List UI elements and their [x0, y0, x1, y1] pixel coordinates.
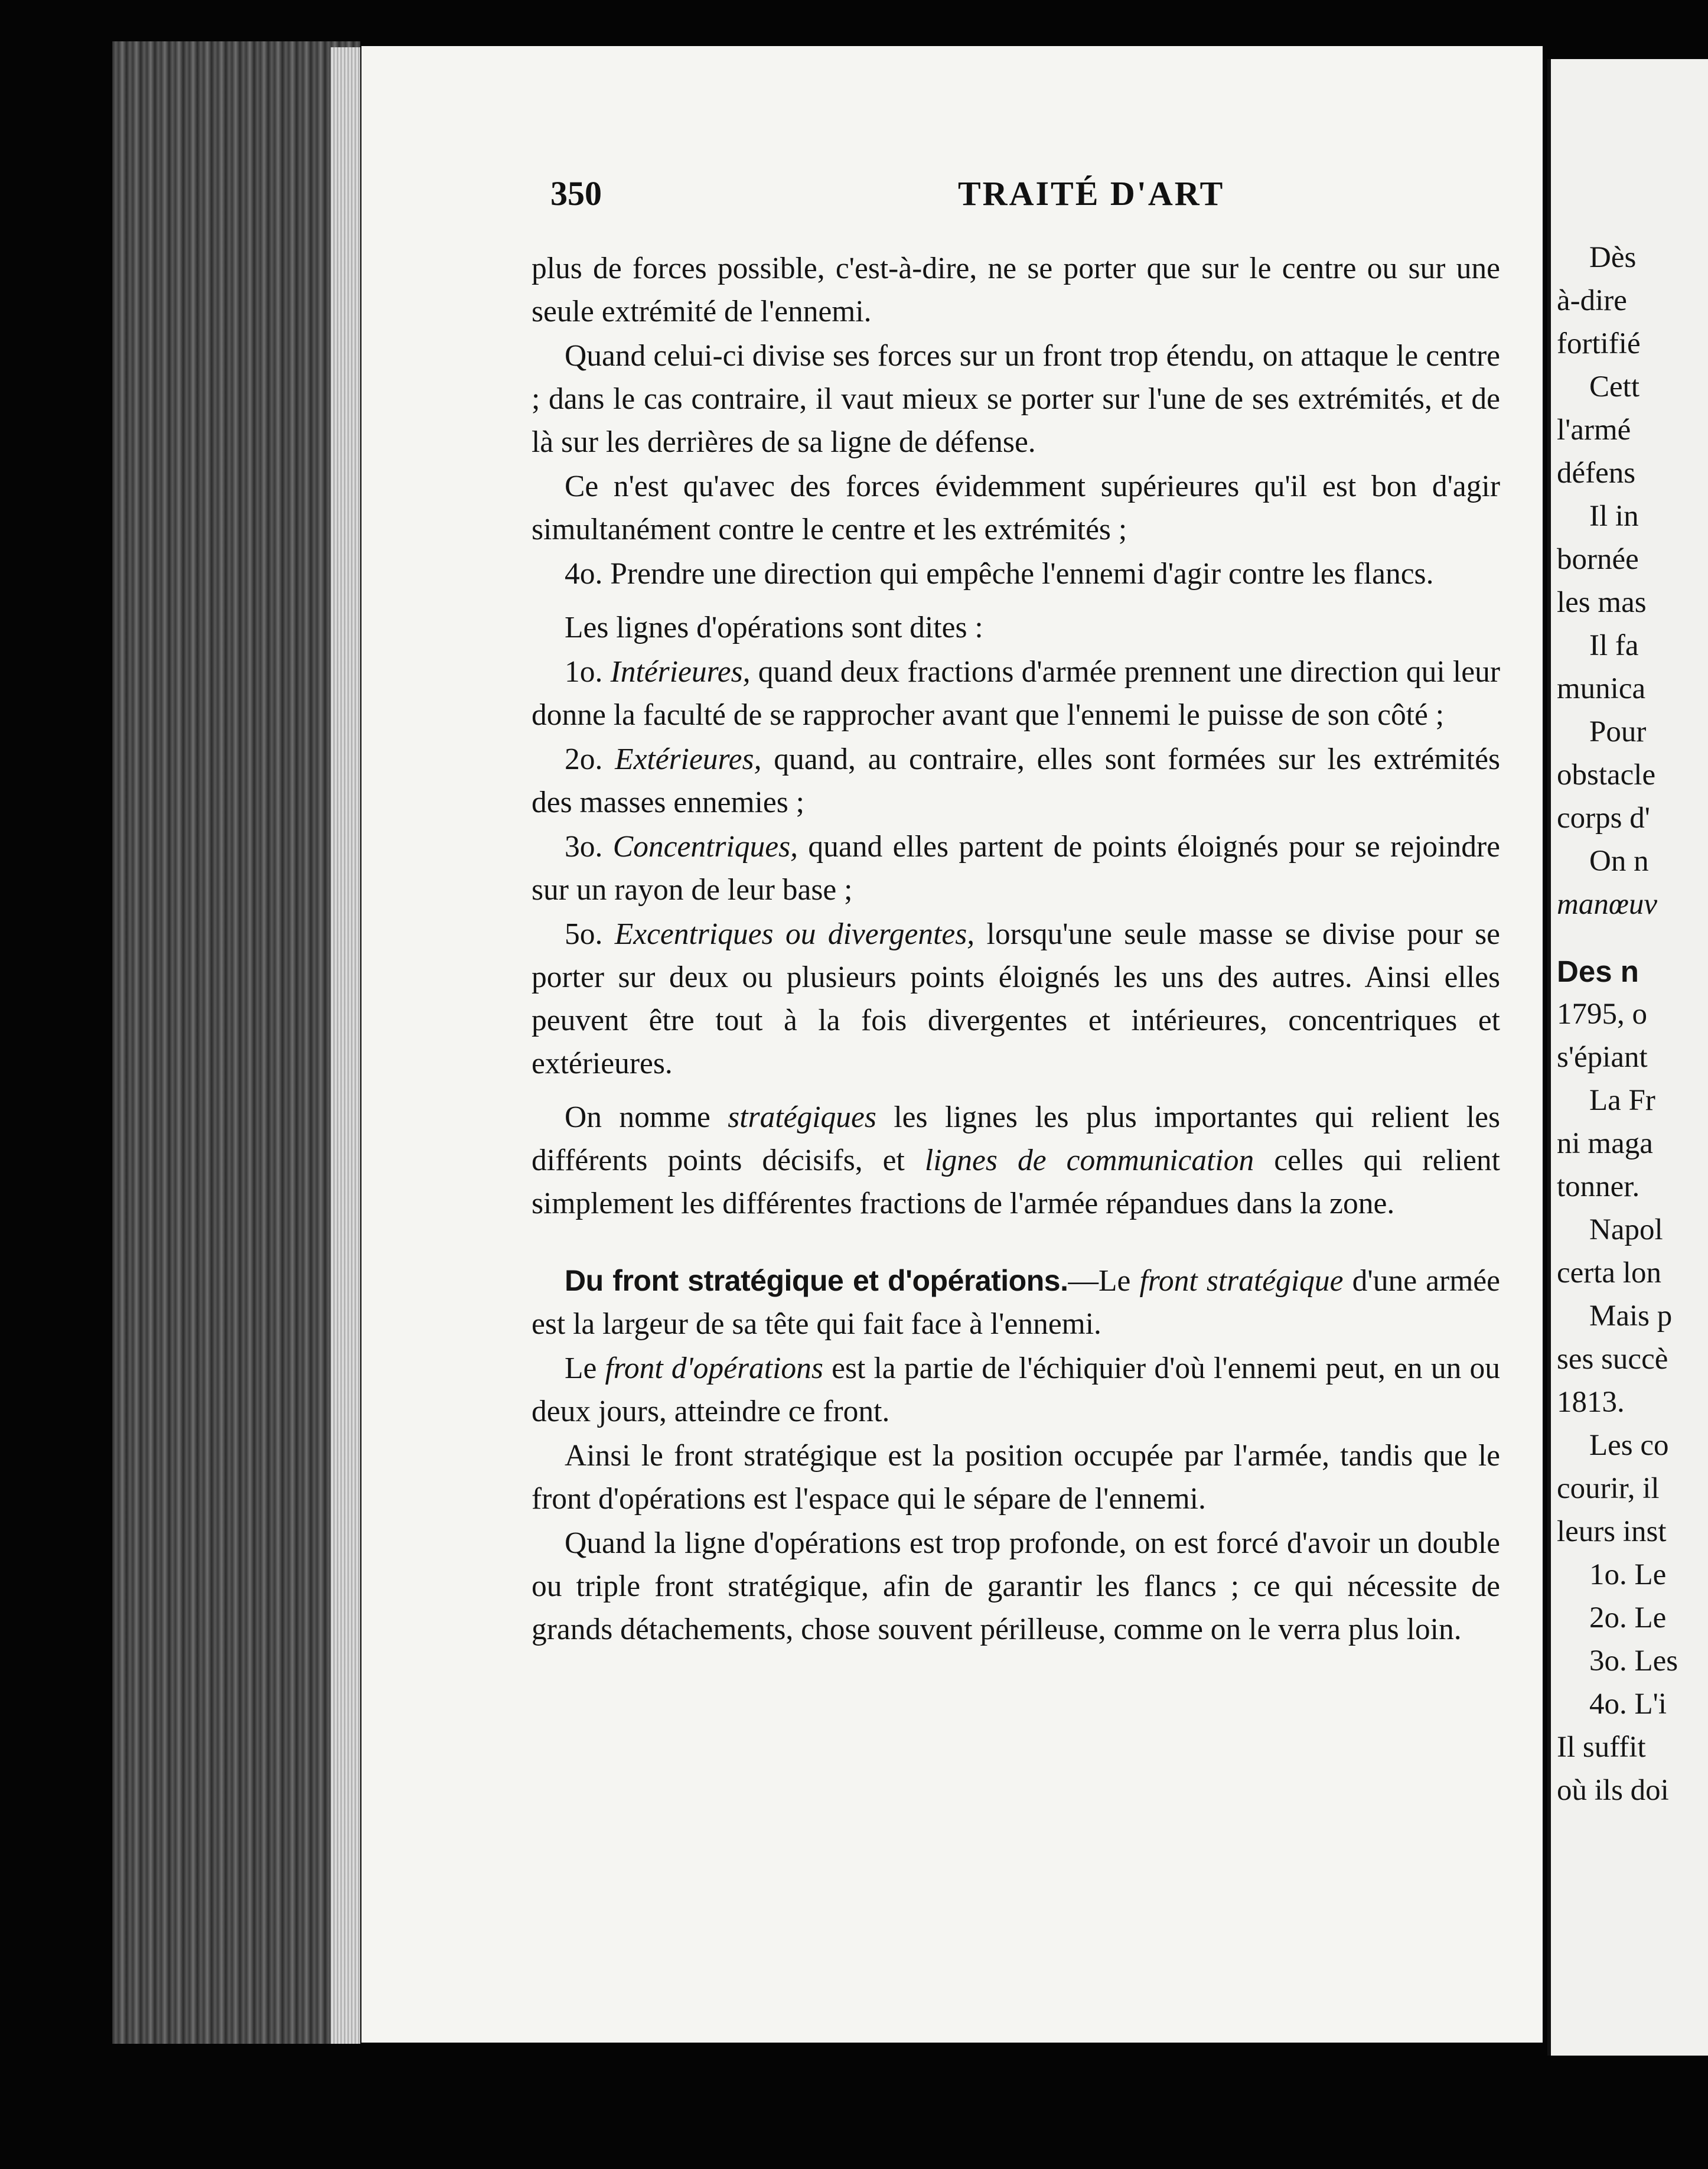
fragment-line: Napol — [1589, 1213, 1663, 1246]
paragraph: Les lignes d'opérations sont dites : — [565, 611, 983, 644]
fragment-line: 1795, o — [1557, 998, 1647, 1031]
fragment-line: défens — [1557, 457, 1636, 490]
fragment-line: l'armé — [1557, 413, 1631, 447]
fragment-line: obstacle — [1557, 758, 1656, 792]
fragment-line: 2o. Le — [1589, 1601, 1667, 1634]
paragraph: On nomme stratégiques les lignes les plus importantes qui relient les différents points décisifs, et lignes de communication celles qui relient simplement les différentes fractions de l'armée répandues dans la zone. — [532, 1100, 1501, 1220]
fragment-line: Il suffit — [1557, 1731, 1646, 1764]
fragment-line: bornée — [1557, 543, 1639, 576]
fragment-line: Les co — [1589, 1429, 1669, 1462]
fragment-line: manœuv — [1557, 888, 1657, 921]
fragment-line: les mas — [1557, 586, 1647, 619]
fragment-line: s'épiant — [1557, 1041, 1648, 1074]
paragraph: 4o. Prendre une direction qui empêche l'ennemi d'agir contre les flancs. — [565, 557, 1434, 591]
paragraph: Ainsi le front stratégique est la position occupée par l'armée, tandis que le front d'opérations est l'espace qui le sépare de l'ennemi. — [532, 1439, 1500, 1516]
fragment-line: Pour — [1589, 715, 1647, 748]
list-item-excentriques: 5o. Excentriques ou divergentes, lorsqu'une seule masse se divise pour se porter sur deux ou plusieurs points éloignés les uns des autres. Ainsi elles peuvent être tout à la fois divergentes et intérieures, concentriques et extérieures. — [532, 917, 1500, 1080]
list-item-exterieures: 2o. Extérieures, quand, au contraire, elles sont formées sur les extrémités des masses ennemies ; — [532, 742, 1500, 819]
fragment-line: Dès — [1589, 241, 1637, 274]
fragment-line: 3o. Les — [1589, 1644, 1678, 1678]
fragment-line: à-dire — [1557, 284, 1627, 317]
fragment-line: ses succè — [1557, 1343, 1668, 1376]
fragment-line: courir, il — [1557, 1472, 1660, 1505]
fragment-line: La Fr — [1589, 1084, 1655, 1117]
fragment-line: ni maga — [1557, 1127, 1653, 1160]
paragraph: plus de forces possible, c'est-à-dire, ne se porter que sur le centre ou sur une seule extrémité de l'ennemi. — [532, 252, 1500, 328]
left-page — [361, 46, 1543, 2043]
book-spine-edge — [112, 41, 360, 2044]
section-heading: Du front stratégique et d'opérations. — [565, 1264, 1068, 1297]
fragment-line: fortifié — [1557, 327, 1641, 360]
fragment-line: munica — [1557, 672, 1646, 705]
fragment-line: Il fa — [1589, 629, 1639, 662]
body-text — [532, 247, 1500, 1652]
paragraph: Quand la ligne d'opérations est trop profonde, on est forcé d'avoir un double ou triple front stratégique, afin de garantir les flancs ; ce qui nécessite de grands détachements, chose souvent périlleuse, comme on le verra plus loin. — [532, 1526, 1500, 1646]
fragment-line: tonner. — [1557, 1170, 1640, 1203]
fragment-line: 1o. Le — [1589, 1558, 1667, 1591]
paragraph: Quand celui-ci divise ses forces sur un front trop étendu, on attaque le centre ; dans le cas contraire, il vaut mieux se porter sur l'une de ses extrémités, et de là sur les derrières de sa ligne de défense. — [532, 339, 1500, 459]
page-header — [550, 164, 1543, 229]
fragment-line: 4o. L'i — [1589, 1688, 1667, 1721]
fragment-line: leurs inst — [1557, 1515, 1667, 1548]
running-head: TRAITÉ D'ART — [958, 174, 1225, 213]
fragment-line: Cett — [1589, 370, 1639, 403]
fragment-line: Mais p — [1589, 1300, 1673, 1333]
paragraph: Le front d'opérations est la partie de l'échiquier d'où l'ennemi peut, en un ou deux jours, atteindre ce front. — [532, 1351, 1500, 1428]
facing-page-fragment — [1547, 59, 1708, 2056]
facing-page-lines — [1557, 236, 1708, 1812]
paragraph: Ce n'est qu'avec des forces évidemment supérieures qu'il est bon d'agir simultanément contre le centre et les extrémités ; — [532, 470, 1500, 546]
fragment-line: On n — [1589, 845, 1649, 878]
list-item-concentriques: 3o. Concentriques, quand elles partent de points éloignés pour se rejoindre sur un rayon de leur base ; — [532, 830, 1501, 907]
fragment-line: certa lon — [1557, 1256, 1661, 1289]
section-paragraph: Du front stratégique et d'opérations.—Le front stratégique d'une armée est la largeur de sa tête qui fait face à l'ennemi. — [532, 1264, 1500, 1341]
fragment-line: corps d' — [1557, 802, 1650, 835]
page-stack-edge — [331, 47, 360, 2044]
fragment-line: 1813. — [1557, 1386, 1625, 1419]
fragment-line: où ils doi — [1557, 1774, 1669, 1807]
fragment-line: Il in — [1589, 500, 1639, 533]
fragment-heading: Des n — [1557, 955, 1639, 988]
page-number: 350 — [550, 174, 602, 213]
list-item-interieures: 1o. Intérieures, quand deux fractions d'armée prennent une direction qui leur donne la faculté de se rapprocher avant que l'ennemi le puisse de son côté ; — [532, 655, 1501, 732]
